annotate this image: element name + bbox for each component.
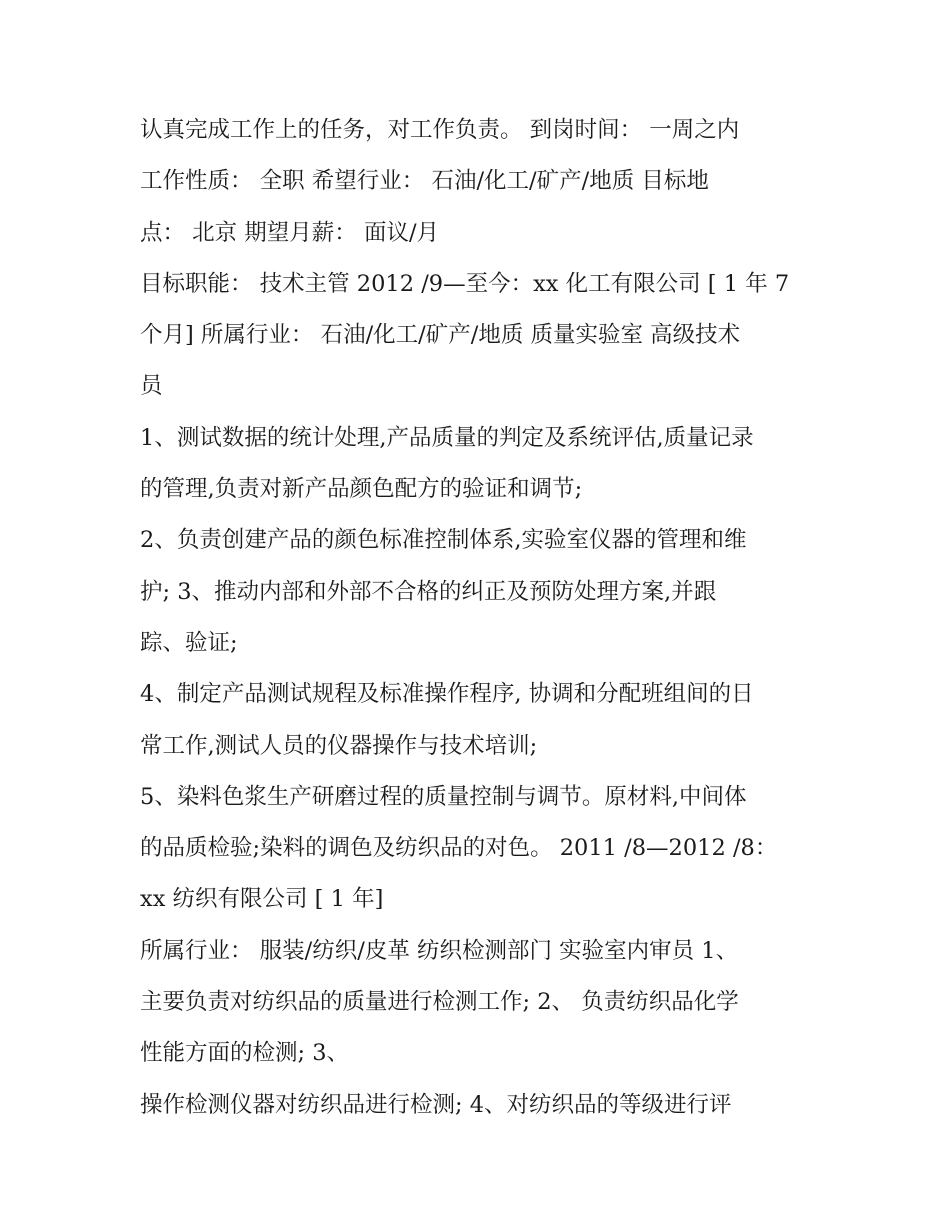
text-line: 性能方面的检测; 3、 (140, 1040, 350, 1067)
text-line: 1、测试数据的统计处理,产品质量的判定及系统评估,质量记录 (140, 424, 754, 451)
text-line: 个月] 所属行业： 石油/化工/矿产/地质 质量实验室 高级技术 (140, 322, 741, 349)
text-line: 5、染料色浆生产研磨过程的质量控制与调节。原材料,中间体 (140, 783, 747, 810)
text-line: 4、制定产品测试规程及标准操作程序, 协调和分配班组间的日 (140, 681, 754, 708)
text-line: 的品质检验;染料的调色及纺织品的对色。 2011 /8—2012 /8： (140, 835, 778, 862)
text-line: 目标职能： 技术主管 2012 /9—至今：xx 化工有限公司 [ 1 年 7 (140, 270, 790, 297)
text-line: 点： 北京 期望月薪： 面议/月 (140, 219, 440, 246)
text-line: 主要负责对纺织品的质量进行检测工作; 2、 负责纺织品化学 (140, 989, 739, 1016)
text-line: 踪、验证; (140, 629, 238, 656)
text-line: 工作性质： 全职 希望行业： 石油/化工/矿产/地质 目标地 (140, 168, 709, 195)
text-line: 员 (140, 373, 163, 400)
text-line: 2、负责创建产品的颜色标准控制体系,实验室仪器的管理和维 (140, 527, 747, 554)
text-line: 的管理,负责对新产品颜色配方的验证和调节; (140, 476, 583, 503)
text-line: 操作检测仪器对纺织品进行检测; 4、对纺织品的等级进行评 (140, 1091, 732, 1118)
text-line: 护; 3、推动内部和外部不合格的纠正及预防处理方案,并跟 (140, 578, 717, 605)
text-line: xx 纺织有限公司 [ 1 年] (140, 886, 384, 913)
text-line: 认真完成工作上的任务，对工作负责。 到岗时间： 一周之内 (140, 117, 740, 143)
text-line: 常工作,测试人员的仪器操作与技术培训; (140, 732, 538, 759)
text-line: 所属行业： 服装/纺织/皮革 纺织检测部门 实验室内审员 1、 (140, 937, 739, 964)
document-body (140, 105, 820, 1131)
